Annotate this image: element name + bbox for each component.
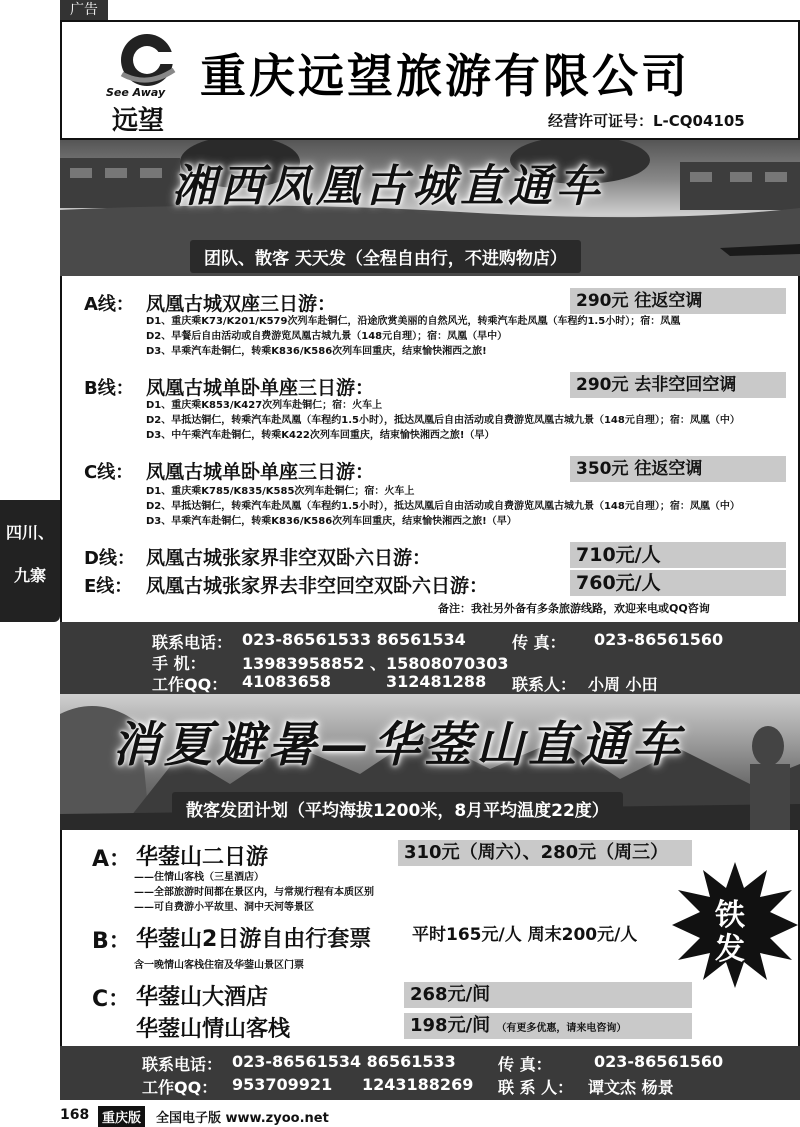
contact2-qq-label: 工作QQ：	[142, 1078, 218, 1097]
route-a-detail: D1、重庆乘K73/K201/K579次列车赴铜仁，沿途欣赏美丽的自然风光，转乘汽车赴凤凰（车程约1.5小时）；宿：凤凰	[146, 316, 681, 327]
route-a-price: 290元 往返空调	[570, 288, 786, 314]
huaying-d-note: （有更多优惠，请来电咨询）	[496, 1023, 627, 1034]
contact2-phone-value: 023-86561534 86561533	[232, 1052, 456, 1071]
route-c-title: 凤凰古城单卧单座三日游：	[146, 461, 375, 483]
side-tab-line2: 九寨	[13, 566, 46, 585]
contact1-person-label: 联系人：	[512, 675, 577, 694]
contact1-phone-value: 023-86561533 86561534	[242, 630, 466, 649]
contact1-fax-value: 023-86561560	[594, 630, 724, 649]
contact2-person-value: 谭文杰 杨景	[588, 1078, 674, 1097]
route-b-detail: D1、重庆乘K853/K427次列车赴铜仁；宿：火车上	[146, 400, 383, 411]
huaying-b-price: 平时165元/人 周末200元/人	[412, 925, 638, 945]
company-name: 重庆远望旅游有限公司	[200, 49, 690, 103]
contact2-fax-value: 023-86561560	[594, 1052, 724, 1071]
company-logo	[106, 30, 184, 136]
huaying-d-price-value: 198元/间	[410, 1015, 491, 1036]
logo-text-cn: 远望	[112, 106, 165, 136]
contact1-qq-value2: 312481288	[386, 672, 487, 691]
route-d-label: D线：	[84, 548, 135, 569]
contact-block-huaying	[60, 1046, 800, 1100]
contact1-phone-label: 联系电话：	[152, 633, 233, 652]
route-b-label: B线：	[84, 378, 134, 399]
huaying-a-label: A：	[92, 847, 132, 872]
route-c-detail: D1、重庆乘K785/K835/K585次列车赴铜仁；宿：火车上	[146, 486, 415, 497]
route-b-detail: D3、中午乘汽车赴铜仁，转乘K422次列车回重庆，结束愉快湘西之旅!（早）	[146, 430, 495, 441]
huaying-d-title: 华蓥山情山客栈	[136, 1017, 291, 1042]
route-a-title: 凤凰古城双座三日游：	[146, 293, 337, 315]
huaying-a-price: 310元（周六）、280元（周三）	[398, 840, 692, 866]
huaying-a-detail: ——全部旅游时间都在景区内，与常规行程有本质区别	[134, 887, 374, 898]
huaying-d-price	[404, 1013, 692, 1039]
route-b-detail: D2、早抵达铜仁，转乘汽车赴凤凰（车程约1.5小时），抵达凤凰后自由活动或自费游览凤凰古城九景（148元自理）；宿：凤凰（中）	[146, 415, 740, 426]
route-b-title: 凤凰古城单卧单座三日游：	[146, 377, 375, 399]
contact-block-fenghuang	[60, 622, 800, 694]
huaying-c-price: 268元/间	[404, 982, 692, 1008]
route-d-title: 凤凰古城张家界非空双卧六日游：	[146, 547, 432, 569]
fenghuang-note: 备注：我社另外备有多条旅游线路，欢迎来电或QQ咨询	[438, 602, 710, 615]
huaying-c-label: C：	[92, 987, 131, 1012]
contact2-qq-value1: 953709921	[232, 1075, 333, 1094]
logo-text-en: See Away	[106, 86, 166, 99]
contact1-qq-value1: 41083658	[242, 672, 332, 691]
page-number: 168	[60, 1107, 90, 1123]
contact1-person-value: 小周 小田	[588, 675, 658, 694]
route-e-title: 凤凰古城张家界去非空回空双卧六日游：	[146, 575, 489, 597]
side-tab-line1: 四川、	[5, 523, 54, 542]
fenghuang-banner	[60, 140, 800, 276]
footer-website: 全国电子版 www.zyoo.net	[156, 1111, 329, 1126]
ad-tag: 广告	[60, 0, 108, 20]
route-e-label: E线：	[84, 576, 133, 597]
guaranteed-departure-badge	[672, 862, 798, 988]
route-c-price: 350元 往返空调	[570, 456, 786, 482]
route-a-detail: D3、早乘汽车赴铜仁，转乘K836/K586次列车回重庆，结束愉快湘西之旅!	[146, 346, 487, 357]
route-a-detail: D2、早餐后自由活动或自费游览凤凰古城九景（148元自理）；宿：凤凰（早中）	[146, 331, 508, 342]
fenghuang-banner-subtitle: 团队、散客 天天发（全程自由行，不进购物店）	[190, 240, 581, 273]
route-c-detail: D3、早乘汽车赴铜仁，转乘K836/K586次列车回重庆，结束愉快湘西之旅!（早）	[146, 516, 517, 527]
region-side-tab	[0, 500, 60, 622]
huaying-a-title: 华蓥山二日游	[136, 845, 269, 870]
huaying-a-detail: ——住情山客栈（三星酒店）	[134, 872, 264, 883]
route-c-detail: D2、早抵达铜仁，转乘汽车赴凤凰（车程约1.5小时），抵达凤凰后自由活动或自费游览凤凰古城九景（148元自理）；宿：凤凰（中）	[146, 501, 740, 512]
license-number: 经营许可证号：L-CQ04105	[548, 112, 745, 130]
contact1-qq-label: 工作QQ：	[152, 675, 228, 694]
contact1-fax-label: 传 真：	[512, 633, 566, 652]
huaying-banner-subtitle: 散客发团计划（平均海拔1200米，8月平均温度22度）	[172, 792, 623, 825]
contact2-phone-label: 联系电话：	[142, 1055, 223, 1074]
huaying-banner-title: 消夏避暑—华蓥山直通车	[112, 717, 685, 773]
route-b-price: 290元 去非空回空调	[570, 372, 786, 398]
route-d-price: 710元/人	[570, 542, 786, 568]
badge-line1: 铁	[715, 898, 745, 933]
fenghuang-banner-title: 湘西凤凰古城直通车	[172, 161, 604, 212]
badge-line2: 发	[715, 932, 745, 967]
route-a-label: A线：	[84, 294, 134, 315]
huaying-b-detail: 含一晚情山客栈住宿及华蓥山景区门票	[134, 960, 304, 971]
contact2-person-label: 联 系 人：	[498, 1078, 574, 1097]
edition-tag: 重庆版	[98, 1106, 145, 1127]
route-c-label: C线：	[84, 462, 134, 483]
huaying-b-label: B：	[92, 929, 131, 954]
contact1-mobile-label: 手 机：	[152, 654, 206, 673]
contact1-mobile-value: 13983958852 、15808070303	[242, 654, 509, 673]
huaying-c-title: 华蓥山大酒店	[136, 985, 269, 1010]
contact2-qq-value2: 1243188269	[362, 1075, 474, 1094]
huaying-b-title: 华蓥山2日游自由行套票	[136, 927, 372, 952]
huaying-a-detail: ——可自费游小平故里、洞中天河等景区	[134, 902, 314, 913]
route-e-price: 760元/人	[570, 570, 786, 596]
huaying-banner	[60, 694, 800, 830]
contact2-fax-label: 传 真：	[498, 1055, 552, 1074]
